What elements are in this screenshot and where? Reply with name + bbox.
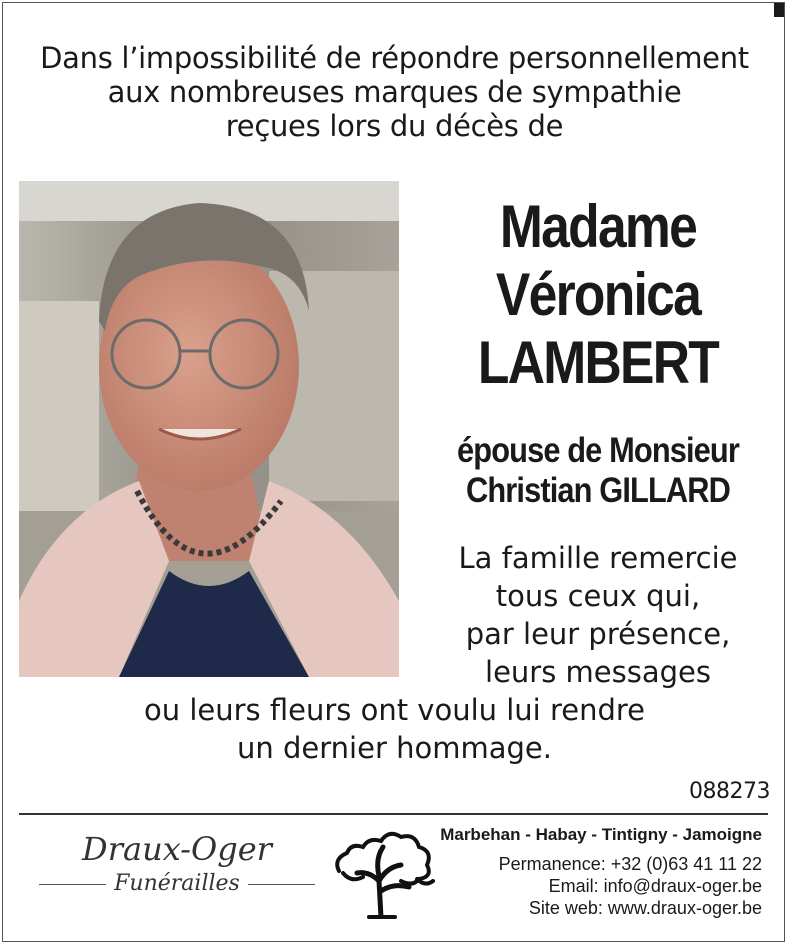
spouse-line: Christian GILLARD <box>466 471 730 510</box>
intro-line: Dans l’impossibilité de répondre personnellement <box>40 41 749 75</box>
funeral-home-subtitle-row <box>39 869 315 899</box>
name-line: Madame <box>499 193 697 260</box>
phone-line: Permanence: +32 (0)63 41 11 22 <box>498 854 762 874</box>
logo-rule <box>248 884 315 885</box>
thanks-line: tous ceux qui, <box>495 579 701 613</box>
intro-line: reçues lors du décès de <box>225 109 564 143</box>
contact-block <box>422 823 762 919</box>
thanks-text-bottom <box>13 691 776 767</box>
email-line: Email: info@draux-oger.be <box>548 876 762 896</box>
funeral-home-name: Draux-Oger <box>82 830 272 868</box>
thanks-line: un dernier hommage. <box>237 731 552 765</box>
portrait-photo <box>19 181 399 677</box>
portrait-illustration <box>19 181 399 677</box>
intro-line: aux nombreuses marques de sympathie <box>107 75 682 109</box>
funeral-home-subtitle: Funérailles <box>114 871 240 896</box>
funeral-home-logo <box>39 829 315 913</box>
thanks-line: ou leurs fleurs ont voulu lui rendre <box>143 693 645 727</box>
corner-mark <box>774 3 784 17</box>
name-line: Véronica <box>495 261 701 328</box>
name-line: LAMBERT <box>477 329 719 396</box>
towns-line: Marbehan - Habay - Tintigny - Jamoigne <box>440 825 762 844</box>
thanks-text-right <box>423 539 773 691</box>
spouse-text <box>435 431 761 511</box>
intro-text <box>13 41 776 143</box>
obituary-notice <box>2 2 785 942</box>
deceased-name <box>430 193 765 397</box>
thanks-line: leurs messages <box>485 655 711 689</box>
thanks-line: La famille remercie <box>458 541 738 575</box>
tree-icon <box>329 821 437 919</box>
website-line: Site web: www.draux-oger.be <box>528 898 762 918</box>
divider <box>19 813 768 815</box>
spouse-line: épouse de Monsieur <box>457 431 739 470</box>
thanks-line: par leur présence, <box>465 617 731 651</box>
logo-rule <box>39 884 106 885</box>
reference-number: 088273 <box>689 779 770 804</box>
